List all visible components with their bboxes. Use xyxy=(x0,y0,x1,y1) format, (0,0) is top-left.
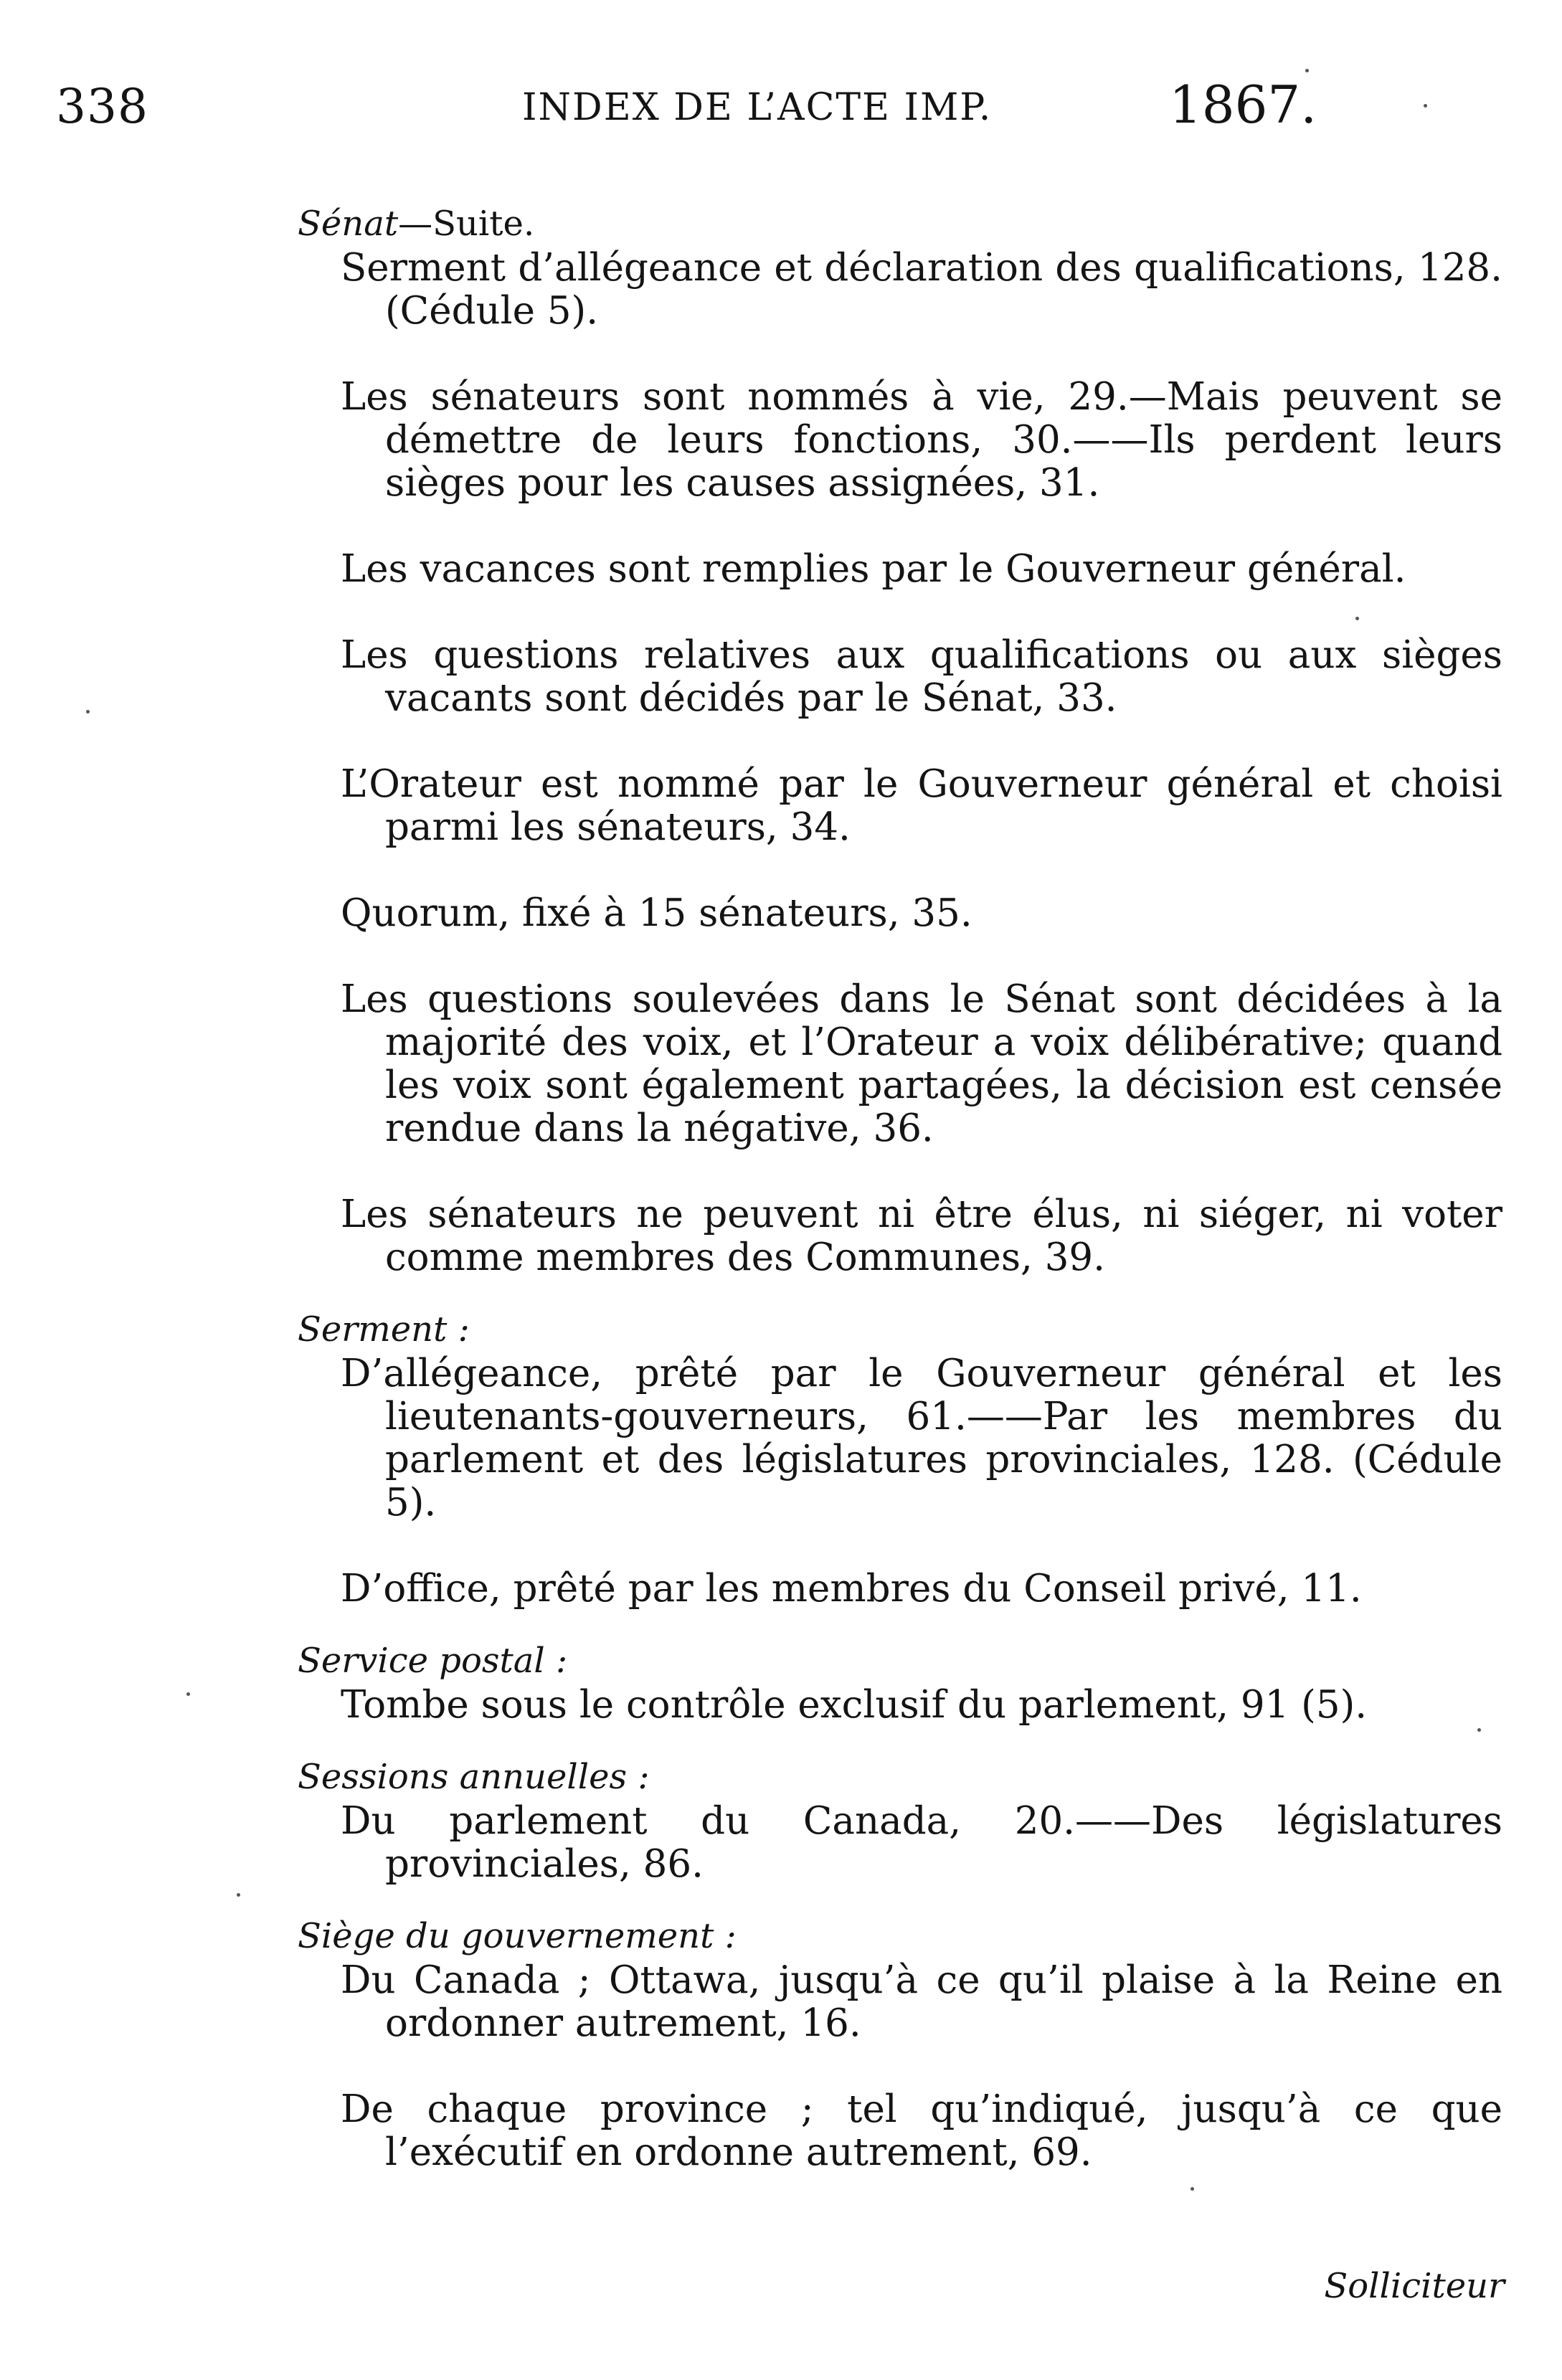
running-head-year: 1867. xyxy=(1169,75,1317,135)
scan-speck xyxy=(1191,2187,1194,2191)
index-section-senat xyxy=(298,201,1502,1279)
section-heading: Siège du gouvernement : xyxy=(298,1916,737,1956)
page-header xyxy=(56,75,1476,136)
index-content xyxy=(298,201,1502,2201)
index-entry: Tombe sous le contrôle exclusif du parlement, 91 (5). xyxy=(341,1683,1368,1727)
index-section-siege-du-gouvernement xyxy=(298,1913,1502,2174)
index-entry: De chaque province ; tel qu’indiqué, jusqu’à ce que l’exécutif en ordonne autrement, 69. xyxy=(341,2087,1502,2174)
index-entry: L’Orateur est nommé par le Gouverneur général et choisi parmi les sénateurs, 34. xyxy=(341,762,1502,849)
scan-speck xyxy=(186,1692,190,1696)
index-entry: Les sénateurs sont nommés à vie, 29.—Mais peuvent se démettre de leurs fonctions, 30.——Ils perdent leurs sièges pour les causes assignées, 31. xyxy=(341,375,1502,505)
catchword: Solliciteur xyxy=(1324,2266,1505,2306)
scan-speck xyxy=(1477,1728,1481,1732)
section-heading xyxy=(298,201,1502,247)
scan-speck xyxy=(1355,617,1359,620)
section-heading: Sessions annuelles : xyxy=(298,1757,650,1797)
index-section-serment xyxy=(298,1307,1502,1611)
section-heading-term: Sénat xyxy=(298,204,399,244)
index-entry: Quorum, fixé à 15 sénateurs, 35. xyxy=(341,891,972,935)
scan-speck xyxy=(237,1893,240,1897)
index-entry: Les questions soulevées dans le Sénat sont décidées à la majorité des voix, et l’Orateur a voix délibérative; quand les voix sont également partagées, la décision est censée rendue dans la négative, 36. xyxy=(341,977,1502,1150)
index-section-service-postal xyxy=(298,1638,1502,1727)
scan-speck xyxy=(86,710,90,713)
index-entry: Du Canada ; Ottawa, jusqu’à ce qu’il plaise à la Reine en ordonner autrement, 16. xyxy=(341,1958,1502,2045)
index-section-sessions-annuelles xyxy=(298,1754,1502,1886)
section-heading-suffix: —Suite. xyxy=(398,204,535,244)
scan-speck xyxy=(1424,104,1427,108)
page-number: 338 xyxy=(56,79,148,134)
scan-speck xyxy=(1305,69,1309,72)
running-head: INDEX DE L’ACTE IMP. xyxy=(522,86,993,129)
index-entry: Du parlement du Canada, 20.——Des législatures provinciales, 86. xyxy=(341,1799,1502,1886)
index-entry: Serment d’allégeance et déclaration des qualifications, 128. (Cédule 5). xyxy=(341,246,1502,333)
index-entry: Les questions relatives aux qualifications ou aux sièges vacants sont décidés par le Sénat, 33. xyxy=(341,633,1502,720)
index-entry: Les sénateurs ne peuvent ni être élus, ni siéger, ni voter comme membres des Communes, 39. xyxy=(341,1193,1502,1279)
section-heading: Serment : xyxy=(298,1309,470,1350)
section-heading: Service postal : xyxy=(298,1641,568,1681)
index-entry: D’office, prêté par les membres du Conseil privé, 11. xyxy=(341,1567,1362,1611)
index-entry: Les vacances sont remplies par le Gouverneur général. xyxy=(341,547,1406,591)
index-entry: D’allégeance, prêté par le Gouverneur général et les lieutenants-gouverneurs, 61.——Par les membres du parlement et des législatures provinciales, 128. (Cédule 5). xyxy=(341,1352,1502,1525)
